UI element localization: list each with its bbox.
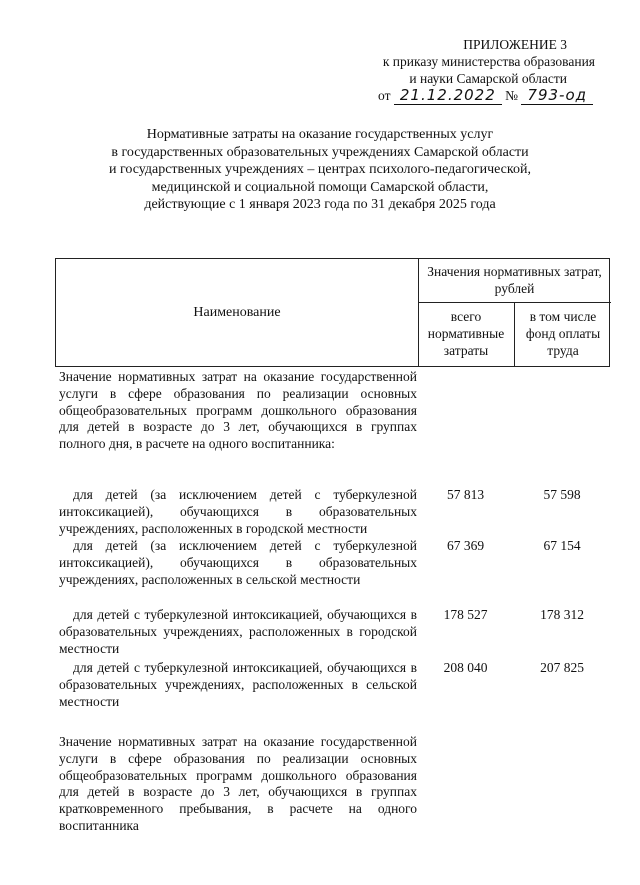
appendix-label: ПРИЛОЖЕНИЕ 3 [463, 37, 567, 52]
row-fund: 207 825 [540, 660, 584, 675]
order-date: 21.12.2022 [394, 86, 502, 105]
row-fund: 178 312 [540, 607, 584, 622]
title-line-4: медицинской и социальной помощи Самарской области, [151, 179, 489, 195]
norms-table [55, 258, 610, 833]
header-name: Наименование [56, 259, 419, 366]
date-prefix: от [378, 88, 391, 103]
number-sign: № [505, 88, 519, 103]
row-name: для детей с туберкулезной интоксикацией, обучающихся в образовательных учреждениях, расположенных в городской местности [59, 607, 417, 656]
row-name: для детей с туберкулезной интоксикацией, обучающихся в образовательных учреждениях, расположенных в сельской местности [59, 660, 417, 709]
row-total: 178 527 [443, 607, 488, 622]
document-title [60, 126, 580, 214]
row-name: для детей (за исключением детей с туберкулезной интоксикацией), обучающихся в образовательных учреждениях, расположенных в городской местности [59, 487, 417, 536]
row-name: Значение нормативных затрат на оказание государственной услуги в сфере образования по реализации основных общеобразовательных программ дошкольного образования для детей в возрасте до 3 лет, обучающихся в группах кратковременного пребывания, в расчете на одного воспитанника [59, 734, 417, 833]
header-values: Значения нормативных затрат, рублей [418, 259, 611, 303]
row-name: для детей (за исключением детей с туберкулезной интоксикацией), обучающихся в образовательных учреждениях, расположенных в сельской местности [59, 538, 417, 587]
row-total: 67 369 [446, 538, 485, 553]
row-name: Значение нормативных затрат на оказание государственной услуги в сфере образования по реализации основных общеобразовательных программ дошкольного образования для детей в возрасте до 3 лет, обучающихся в группах полного дня, в расчете на одного воспитанника: [59, 369, 417, 452]
title-line-3: и государственных учреждениях – центрах психолого-педагогической, [109, 162, 531, 177]
header-fund: в том числе фонд оплаты труда [525, 309, 601, 358]
title-line-2: в государственных образовательных учреждениях Самарской области [111, 144, 529, 160]
table-header [55, 258, 610, 367]
row-total: 208 040 [443, 660, 488, 675]
order-date-line [335, 87, 595, 104]
approval-block [335, 36, 595, 104]
row-total: 57 813 [446, 487, 485, 502]
order-line-1: к приказу министерства образования [382, 54, 595, 69]
title-line-5: действующие с 1 января 2023 года по 31 декабря 2025 года [144, 197, 496, 212]
order-number: 793-од [521, 86, 593, 105]
order-line-2: и науки Самарской области [409, 71, 567, 86]
row-fund: 57 598 [543, 487, 581, 502]
title-line-1: Нормативные затраты на оказание государственных услуг [146, 127, 494, 142]
header-total: всего нормативные затраты [418, 303, 515, 366]
row-fund: 67 154 [543, 538, 581, 553]
